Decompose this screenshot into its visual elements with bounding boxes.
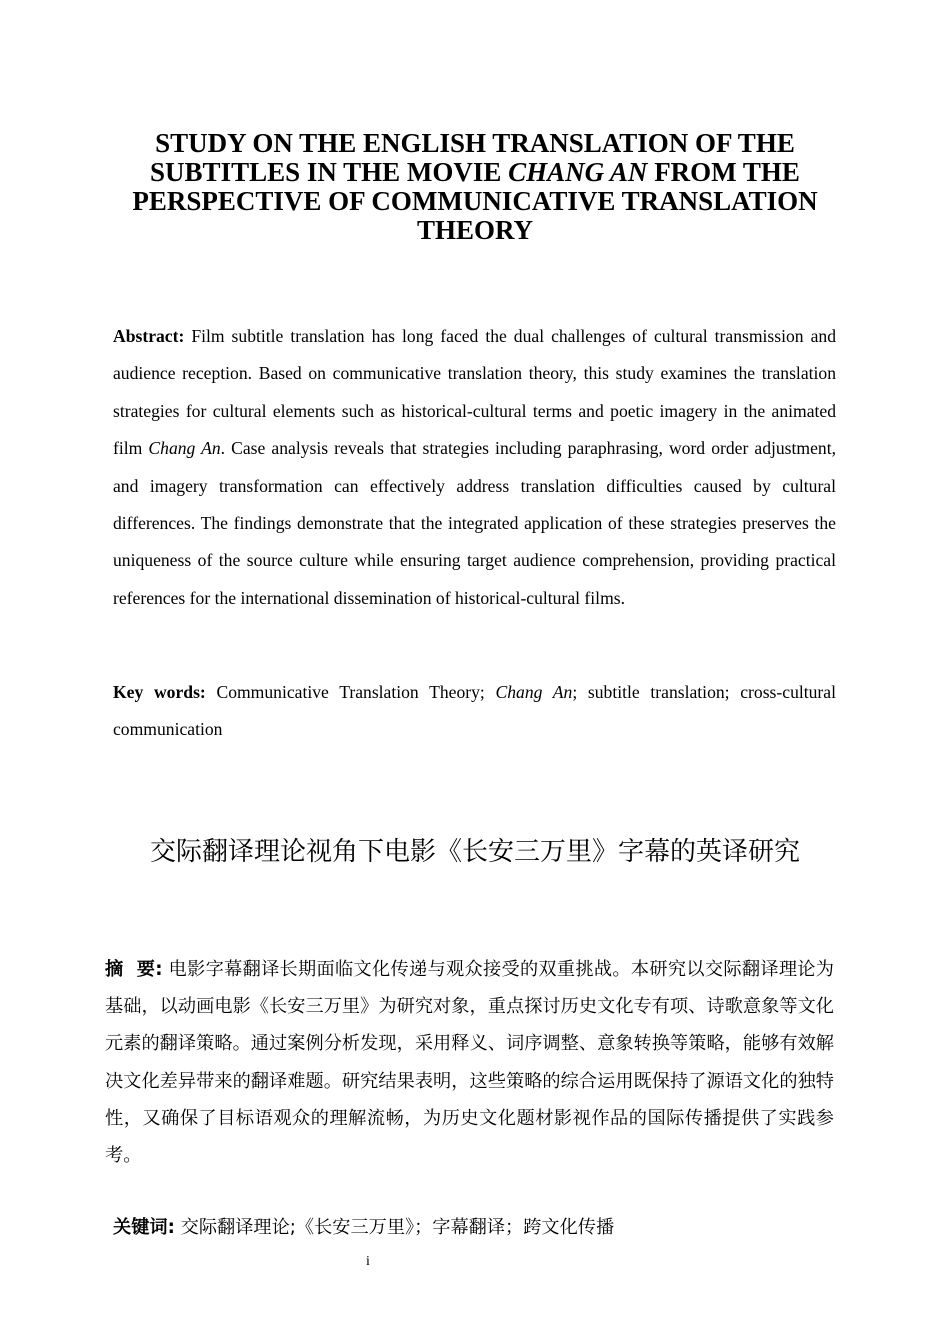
film-name: Chang An	[148, 438, 221, 459]
abstract-label-zh: 摘 要:	[105, 959, 163, 980]
page-number: i	[366, 1254, 370, 1269]
abstract-text: . Case analysis reveals that strategies including paraphrasing, word order adjustment, and imagery transformation can effectively address translation difficulties caused by cultural differences. The findings demonstrate that the integrated application of these strategies preserves the uniqueness of the source culture while ensuring target audience comprehension, providing practical references for the international dissemination of historical-cultural films.	[113, 438, 836, 608]
keywords-text: ; subtitle translation; cross-cultural communication	[113, 682, 836, 740]
keywords-label: Key words:	[113, 682, 206, 702]
abstract-text-zh: 电影字幕翻译长期面临文化传递与观众接受的双重挑战。本研究以交际翻译理论为基础，以动画电影《长安三万里》为研究对象，重点探讨历史文化专有项、诗歌意象等文化元素的翻译策略。通过案例分析发现，采用释义、词序调整、意象转换等策略，能够有效解决文化差异带来的翻译难题。研究结果表明，这些策略的综合运用既保持了源语文化的独特性，又确保了目标语观众的理解流畅，为历史文化题材影视作品的国际传播提供了实践参考。	[105, 959, 834, 1167]
title-text: FROM THE PERSPECTIVE OF COMMUNICATIVE TRANSLATION THEORY	[132, 157, 818, 245]
abstract-en	[113, 318, 836, 617]
title-film-name: CHANG AN	[508, 157, 648, 187]
keywords-label-zh: 关键词:	[113, 1217, 175, 1238]
abstract-text: Film subtitle translation has long faced the dual challenges of cultural transmission and audience reception. Based on communicative translation theory, this study examines the translation strategies for cultural elements such as historical-cultural terms and poetic imagery in the animated film	[113, 326, 836, 459]
keywords-en	[113, 674, 836, 749]
keywords-text-zh: 交际翻译理论;《长安三万里》；字幕翻译；跨文化传播	[174, 1217, 615, 1238]
film-name: Chang An	[495, 682, 573, 702]
title-text: STUDY ON THE ENGLISH TRANSLATION OF THE SUBTITLES IN THE MOVIE	[150, 128, 795, 187]
abstract-zh	[105, 951, 834, 1174]
keywords-text: Communicative Translation Theory;	[205, 682, 496, 702]
abstract-label: Abstract:	[113, 326, 185, 346]
paper-title-zh: 交际翻译理论视角下电影《长安三万里》字幕的英译研究	[149, 837, 800, 867]
keywords-zh	[113, 1209, 614, 1246]
paper-title-en	[100, 129, 850, 245]
